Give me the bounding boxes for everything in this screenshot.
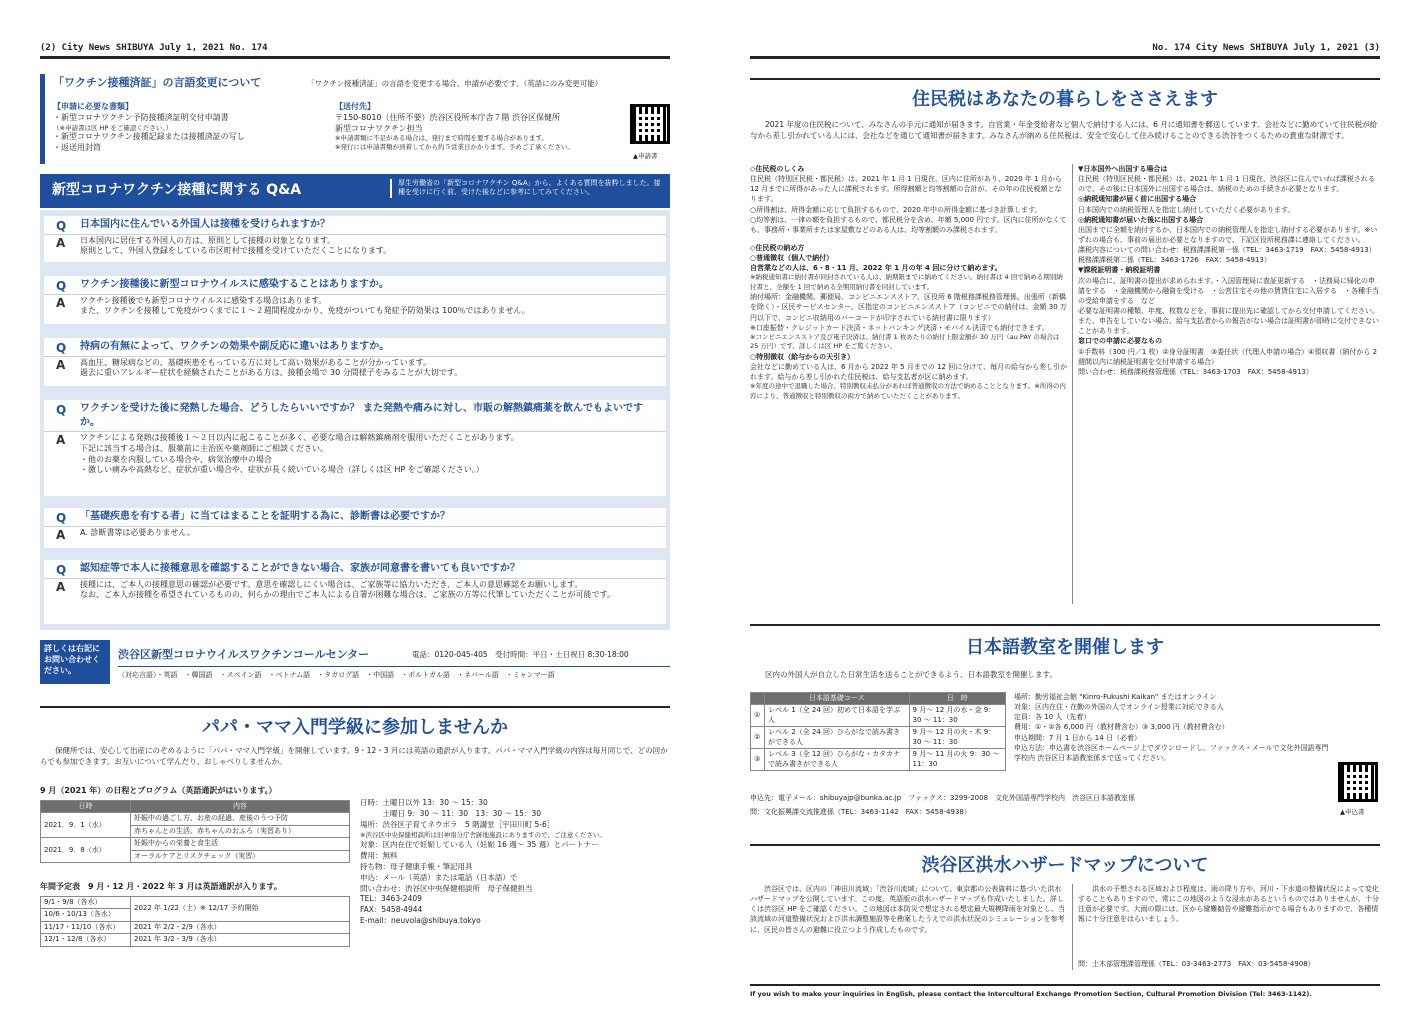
qa-intro: 厚生労働省の「新型コロナワクチン Q&A」から、よくある質問を抜粋しました。接種を受けに行く前、受けた後などに参考にしてみてください。 [390, 179, 665, 198]
jp-info: 申込方法：申込書を渋谷区ホームページ上でダウンロードし、ファックス・メールで文化外国語専門学校内 渋谷区日本語教室係まで送ってください。 [1014, 743, 1329, 762]
info-line: 日時：土曜日以外 13：30 ～ 15：30 [360, 798, 488, 807]
question-text: ワクチンを受けた後に発熱した場合、どうしたらいいですか？ また発熱や痛みに対し、市販の解熱鎮痛薬を飲んでもよいですか。 [80, 403, 643, 428]
answer-text: 原則として、外国人登録をしている市区町村で接種を受けていただくことになります。 [80, 246, 392, 256]
answer-text: 接種には、ご本人の接種意思の確認が必要です。意思を確認しにくい場合は、ご家族等に協力いただき、ご本人の意思確認をお願いします。 [80, 579, 583, 589]
jp-info: 定員：各 10 人（先着） [1014, 713, 1091, 722]
right-page [710, 0, 1420, 1032]
jp-info: 費用：①・②各 6,000 円（教材費含む）③ 3,000 円（教材費含む） [1014, 723, 1229, 732]
qa-item [44, 276, 666, 324]
info-line: 問い合わせ：渋谷区中央保健相談所 母子保健担当 [360, 883, 533, 893]
answer-text: ワクチン接種後でも新型コロナウイルスに感染する場合はあります。 [80, 295, 327, 305]
qa-item [44, 508, 666, 548]
sched-date: 2021．9．1（水） [41, 813, 131, 838]
q-marker: Q [56, 563, 67, 577]
callcenter-langs: （対応言語）・英語 ・韓国語 ・スペイン語 ・ベトナム語 ・タガログ語 ・中国語 ・ポルトガル語 ・ネパール語 ・ミャンマー語 [118, 671, 555, 679]
section-rule [40, 706, 670, 708]
sched-item: 赤ちゃんとの生活、赤ちゃんのおふろ（実習あり） [131, 825, 350, 837]
tax-note: ※コンビニエンスストア及び電子決済は、納付書 1 枚あたりの納付上限金額が 30 万円（au PAY の場合は 25 万円）です。詳しくは区 HP をご覧ください。 [750, 332, 1060, 351]
tax-text: ○所得割は、所得金額に応じて負担するもので、2020 年中の所得金額に基づき計算します。 [750, 205, 1042, 214]
send-note: ※申請書類に不足がある場合は、発行まで時間を要する場合があります。 [335, 134, 548, 143]
question-text: 持病の有無によって、ワクチンの効果や副反応に違いはありますか。 [80, 341, 390, 352]
q-marker: Q [56, 279, 67, 293]
info-line: 費用：無料 [360, 850, 398, 860]
tax-text: 必要な証明書の種類、年度、枚数などを、事前に提出先に確認してから交付申請してください。また、申告をしていない場合、給与支払者からの報告がない場合は証明書が即時に交付できないことがあります。 [1078, 306, 1379, 336]
tax-heading: ◇住民税のしくみ [750, 165, 805, 173]
header-rule [40, 56, 670, 59]
answer-text: 過去に重いアレルギー症状を経験されたことがある方は、接種会場で 30 分間様子をみることが大切です。 [80, 368, 463, 378]
jp-time: 9 月～ 12 月の水・金 9：30 ～ 11：30 [909, 705, 1005, 727]
japanese-apply: 申込先：電子メール：shibuyajp@bunka.ac.jp ファックス：3299-2008 文化外国語専門学校内 渋谷区日本語教室係 [750, 794, 1136, 802]
send-note: ※発行には申請書類が到着してから約５営業日かかります。予めご了承ください。 [335, 143, 574, 152]
tax-subheading: ○特別徴収（給与からの天引き） [750, 352, 855, 361]
tax-text: 出国までに全額を納付するか、日本国内での納税管理人を指定し納付する必要があります。※いずれの場合も、事前の届出が必要となりますので、下記区役所税務課に連絡してください。 [1078, 225, 1378, 244]
year-date: 2021 年 2/2・2/9（各水） [131, 921, 350, 933]
tax-col1 [750, 164, 1068, 401]
qr-code-icon[interactable] [1338, 762, 1378, 802]
answer-text: 高血圧、糖尿病などの、基礎疾患をもっている方に対して高い効果があることが分かっています。 [80, 357, 432, 367]
sched-item: 妊娠中の過ごし方、お産の経過、産後のうつ予防 [131, 813, 350, 825]
a-marker: A [56, 357, 66, 372]
japanese-title: 日本語教室を開催します [966, 637, 1164, 658]
info-line: TEL：3463-2409 [360, 894, 422, 904]
tax-subheading: 窓口での申請に必要なもの [1078, 337, 1162, 346]
papa-info [360, 798, 670, 927]
tax-text: 住民税（特別区民税・都民税）は、2021 年 1 月 1 日現在、区内に住所があり、2020 年 1 月から 12 月までに所得があった人に課税されます。所得割額と均等割額の合計が、その年の住民税額となります。 [750, 175, 1062, 204]
docs-list [53, 102, 343, 154]
info-line: 申込：メール（英語）または電話（日本語）で [360, 872, 518, 882]
qr-caption: ▲申請書 [633, 152, 658, 160]
answer-text: 下記に該当する場合は、服薬前に主治医や薬剤師にご相談ください。 [80, 443, 328, 453]
japanese-table [750, 692, 1006, 771]
jp-info: 場所：勤労福祉会館 "Kinro-Fukushi Kaikan" またはオンライン [1014, 693, 1217, 701]
japanese-intro: 区内の外国人が自立した日常生活を送ることができるよう、日本語教室を開催します。 [765, 670, 1057, 679]
doc-item: （※申請書は区 HP をご確認ください。） [53, 123, 173, 132]
info-line: 場所：渋谷区子育てネウボラ 5 階講堂［宇田川町 5-6］ [360, 819, 555, 829]
sched-item: 妊娠中からの栄養と食生活 [131, 838, 350, 850]
tax-subheading: ◎納税通知書が届く前に出国する場合 [1078, 195, 1197, 204]
a-marker: A [56, 527, 66, 542]
tax-heading: ▼課税証明書・納税証明書 [1078, 266, 1161, 275]
question-text: 「基礎疾患を有する者」に当てはまることを証明する為に、診断書は必要ですか？ [80, 511, 450, 522]
answer-text: ・激しい痛みや高熱など、症状が重い場合や、症状が長く続いている場合（詳しくは区 HP をご確認ください。） [80, 465, 484, 475]
sched-item: オーラルケアとリスクチェック（実習） [131, 850, 350, 862]
send-dept: 新型コロナワクチン担当 [335, 123, 423, 133]
jp-time: 9 月～ 12 月の火・木 9：30 ～ 11：30 [909, 727, 1005, 749]
section-rule [750, 844, 1380, 846]
tax-text: ①手数料（300 円／1 枚）②身分証明書 ③委任状（代理人申請の場合）④領収書（納付から 2 週間以内に納税証明書を交付申請する場合） [1078, 347, 1378, 366]
tax-text: ○均等割は、一律の額を負担するもので、都民税分を含め、年額 5,000 円です。区内に住所がなくても、事務所・事業所または家屋敷などのある人は、均等割額のみ課税されます。 [750, 215, 1067, 234]
vaccine-notice [40, 74, 670, 164]
year-date: 10/6・10/13（各水） [41, 909, 131, 921]
tax-text: 会社などに勤めている人は、6 月から 2022 年 5 月までの 12 回に分けて、毎月の給与から差し引かれます。給与から差し引かれた住民税は、給与支払者が区に納めます。 [750, 362, 1068, 381]
sched-title: 9 月（2021 年）の日程とプログラム（英語通訳がはいります。） [40, 786, 277, 795]
tax-col2 [1078, 164, 1380, 377]
jp-head-course: 日本語基礎コース [765, 693, 910, 705]
page-header-left: (2) City News SHIBUYA July 1, 2021 No. 174 [40, 43, 268, 53]
qa-item [44, 560, 666, 624]
tax-subheading: ◎納税通知書が届いた後に出国する場合 [1078, 215, 1204, 224]
tax-heading: ◇住民税の納め方 [750, 243, 805, 252]
a-marker: A [56, 579, 66, 594]
doc-item: ・新型コロナワクチン接種記録または接種済証の写し [53, 132, 245, 142]
qa-title: 新型コロナワクチン接種に関する Q&A [52, 182, 302, 198]
q-marker: Q [56, 341, 67, 355]
jp-num: ① [751, 705, 765, 727]
send-address: 〒150-8010（住所不要）渋谷区役所本庁舎７階 渋谷区保健所 [335, 112, 561, 122]
jp-course: レベル 1（全 24 回）初めて日本語を学ぶ人 [765, 705, 910, 727]
jp-info: 対象：区内在住・在勤の外国の人でオンライン授業に対応できる人 [1014, 703, 1224, 712]
question-text: 認知症等で本人に接種意思を確認することができない場合、家族が同意書を書いても良いですか？ [80, 563, 520, 574]
qa-header [40, 174, 670, 208]
tax-text: 日本国内での納税管理人を指定し納付していただく必要があります。 [1078, 205, 1295, 214]
tax-text: 納付場所：金融機関、郵便局、コンビニエンスストア、区役所 6 階税務課税務管理係、出張所（新橋を除く）・区民サービスセンター、区指定のコンビニエンスストア（コンビニでの納付は、金額 30 万円以下で、コンビニ収納用のバーコードが印字されている納付書に限ります） [750, 293, 1067, 322]
footer-rule [750, 984, 1380, 986]
tax-contact: 課税内容についての問い合わせ：税務課課税第一係（TEL：3463-1719 FAX：5458-4913）税務課課税第二係（TEL：3463-1726 FAX：5458-4913） [1078, 246, 1376, 265]
jp-num: ③ [751, 749, 765, 771]
callcenter-phone: 電話：0120-045-405 受付時間：平日・土日祝日 8:30-18:00 [412, 650, 629, 659]
tax-title: 住民税はあなたの暮らしをささえます [912, 89, 1218, 110]
column-divider [1072, 164, 1073, 604]
jp-course: レベル 3（全 12 回）ひらがな・カタカナで読み書きができる人 [765, 749, 910, 771]
tax-text: 住民税（特別区民税・都民税）は、2021 年 1 月 1 日現在、渋谷区に住んでいれば課税されるので、その後に日本国外に出国する場合は、納税のための手続きが必要となります。 [1078, 175, 1375, 194]
papa-title: パパ・ママ入門学級に参加しませんか [202, 717, 508, 738]
qa-section [40, 179, 670, 630]
tax-intro: 2021 年度の住民税について、みなさんの手元に通知が届きます。自営業・年金受給者など個人で納付する人には、6 月に通知書を郵送しています。会社などに勤めていて住民税が給与から差し引かれている人には、会社などを通じて通知書が届きます。みなさんが納める住民税は、安全で安心して住み続けることのできる渋谷をつくるための貴重な財源です。 [750, 120, 1378, 140]
doc-item: ・新型コロナワクチン予防接種済証明交付申請書 [53, 112, 229, 122]
year-date: 9/1・9/8（各水） [41, 897, 131, 909]
flood-contact: 問：土木部管理課管理係（TEL：03-3463-2773 FAX：03-5458-4908） [1078, 960, 1315, 968]
send-heading: 【送付先】 [335, 102, 375, 111]
papa-intro: 保健所では、安心して出産にのぞめるように「パパ・ママ入門学級」を開催しています。9・12・3 月には英語の通訳が入ります。パパ・ママ入門学級の内容は毎月同じで、どの回からでも参加できます。お互いについて学んだり、おしゃべりしませんか。 [40, 746, 668, 766]
jp-num: ② [751, 727, 765, 749]
sched-head-date: 日時 [41, 801, 131, 813]
info-line: 持ち物：母子健康手帳・筆記用具 [360, 861, 473, 871]
year-title: 年間予定表 9 月・12 月・2022 年 3 月は英語通訳が入ります。 [40, 882, 282, 891]
q-marker: Q [56, 219, 67, 233]
year-table [40, 896, 350, 947]
answer-text: なお、ご本人が接種を希望されているものの、何らかの理由でご本人による自署が困難な場合は、ご家族の方等に代筆していただくことが可能です。 [80, 590, 616, 600]
callcenter-box: 詳しくは右記にお問い合わせください。 [40, 640, 110, 684]
q-marker: Q [56, 403, 67, 417]
jp-info: 申込期間：7 月 1 日から 14 日（必着） [1014, 733, 1141, 742]
tax-note: ※納税通知書に納付書が同封されている人は、納期限までに納めてください。納付書は 4 回で納める期別納付書と、全額を 1 回で納める全期用納付書を同封しています。 [750, 273, 1063, 291]
page-header-right: No. 174 City News SHIBUYA July 1, 2021 (3) [1152, 43, 1380, 53]
japanese-contact: 問：文化振興課交流推進係（TEL：3463-1142 FAX：5458-4938） [750, 808, 971, 816]
jp-course: レベル 2（全 24 回）ひらがなで読み書きができる人 [765, 727, 910, 749]
a-marker: A [56, 433, 66, 447]
tax-note: ※年度の途中で退職した場合、特別徴収未払分があれば普通徴収の方法で納めることとなります。※所得の内容により、普通徴収と特別徴収の両方で納めていただくことがあります。 [750, 382, 1066, 400]
email-link[interactable]: E-mail：neuvola@shibuya.tokyo [360, 916, 481, 926]
send-to [335, 102, 625, 152]
info-line: 土曜日 9：30 ～ 11：30 13：30 ～ 15：30 [360, 808, 541, 818]
tax-subheading: ○普通徴収（個人で納付） [750, 254, 834, 263]
section-rule [750, 624, 1380, 626]
tax-heading: ▼日本国外へ出国する場合は [1078, 165, 1168, 173]
sched-table [40, 800, 350, 863]
jp-time: 9 月～ 11 月の火 9：30 ～ 11：30 [909, 749, 1005, 771]
a-marker: A [56, 235, 66, 250]
sched-date: 2021．9．8（水） [41, 838, 131, 863]
tax-text: 次の場合に、証明書の提出が求められます。・入国管理局に査証更新する ・法務局に帰化の申請をする ・金融機関から融資を受ける ・公営住宅その他の賃貸住宅に入居する ・各種手当の受給申請をする など [1078, 276, 1379, 305]
docs-heading: 【申請に必要な書類】 [53, 102, 133, 111]
flood-title: 渋谷区洪水ハザードマップについて [921, 855, 1209, 876]
section-rule [750, 78, 1380, 80]
question-text: 日本国内に住んでいる外国人は接種を受けられますか？ [80, 219, 330, 230]
tax-contact: 問い合わせ：税務課税務管理係（TEL：3463-1703 FAX：5458-4913） [1078, 367, 1313, 376]
qr-caption: ▲申込書 [1340, 808, 1365, 816]
answer-text: ・他のお薬を内服している場合や、病気治療中の場合 [80, 454, 272, 464]
tax-text: ※口座振替・クレジットカード決済・ネットバンキング決済・モバイル決済でも納付できます。 [750, 323, 1049, 332]
info-line: FAX：5458-4944 [360, 905, 423, 915]
a-marker: A [56, 295, 66, 310]
callcenter-name: 渋谷区新型コロナウイルスワクチンコールセンター [118, 648, 370, 661]
flood-col2: 洪水の予想される区域および程度は、雨の降り方や、河川・下水道の整備状況によって変化することもありますので、常にこの地図のような浸水があるというものではありませんが、十分注意が必要です。大雨の際には、区から避難勧告や避難指示がでる場合もありますので、各種情報に十分注意をはらいましょう。 [1078, 885, 1379, 924]
q-marker: Q [56, 511, 67, 525]
info-line: 対象：区内在住で妊娠している人（妊娠 16 週～ 35 週）とパートナー [360, 840, 599, 850]
column-divider [1072, 884, 1073, 970]
japanese-info [1014, 692, 1330, 763]
question-text: ワクチン接種後に新型コロナウイルスに感染することはありますか。 [80, 279, 389, 290]
qa-item [44, 400, 666, 496]
flood-col1: 渋谷区では、区内の「神田川流域」「渋谷川流域」について、東京都の公表資料に基づいた洪水ハザードマップを公開しています。この度、英語版の洪水ハザードマップも作成いたしました。詳しくは渋谷区 HP をご確認ください。この地図は本防災で想定される想定最大規模降雨を対象とし、当該流域の河道整備状況および洪水調整施設等を勘案したうえでの洪水状況のシミュレーションを参考に、区民の皆さんの避難に役立つよう作成したものです。 [750, 885, 1065, 934]
answer-text: ワクチンによる発熱は接種後１～２日以内に起こることが多く、必要な場合は解熱鎮痛剤を服用いただくことがあります。 [80, 433, 519, 442]
jp-head-time: 日 時 [909, 693, 1005, 705]
answer-text: また、ワクチンを接種して免疫がつくまでに１～２週間程度かかり、免疫がついても発症予防効果は 100％ではありません。 [80, 306, 530, 316]
answer-text: A. 診断書等は必要ありません。 [80, 527, 195, 537]
sched-head-content: 内容 [131, 801, 350, 813]
footer-english: If you wish to make your inquiries in English, please contact the Intercultural Exchange Promotion Section, Cultural Promotion Division (Tel: 3463-1142). [750, 990, 1312, 998]
qr-code-icon[interactable] [630, 104, 670, 144]
callcenter-rule [118, 666, 670, 667]
vaccine-notice-desc: 「ワクチン接種済証」の言語を変更する場合、申請が必要です。（英語にのみ変更可能） [307, 79, 603, 88]
tax-text: 自営業などの人は、6・8・11 月、2022 年 1 月の年 4 回に分けて納めます。 [750, 264, 1002, 273]
year-date: 2021 年 3/2・3/9（各水） [131, 934, 350, 946]
answer-text: 日本国内に居住する外国人の方は、原則として接種の対象となります。 [80, 235, 336, 245]
vaccine-notice-title: 「ワクチン接種済証」の言語変更について [53, 76, 262, 89]
qa-item [44, 338, 666, 386]
doc-item: ・返送用封筒 [53, 143, 101, 153]
info-line: ※渋谷区中央保健相談所は旧神南分庁舎跡地施設にありますので、ご注意ください。 [360, 830, 606, 839]
qa-item [44, 216, 666, 262]
header-rule [750, 56, 1380, 59]
year-date: 12/1・12/8（各水） [41, 934, 131, 946]
year-date: 2022 年 1/22（土）※ 12/17 予約開始 [131, 897, 350, 922]
year-date: 11/17・11/10（各水） [41, 921, 131, 933]
